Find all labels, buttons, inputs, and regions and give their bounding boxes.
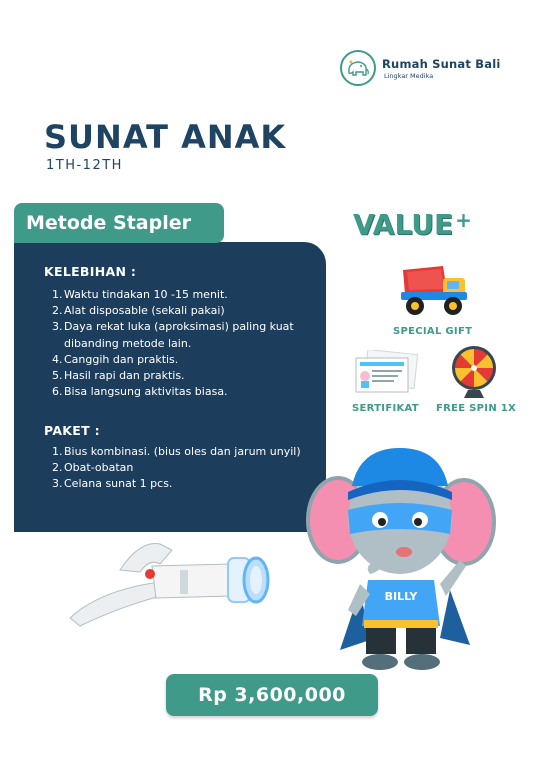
brand-sub: Lingkar Medika — [384, 71, 434, 80]
elephant-mascot-image — [300, 440, 500, 680]
page-title: SUNAT ANAK — [44, 118, 287, 156]
method-badge — [14, 203, 224, 243]
free-spin-label: FREE SPIN 1X — [436, 403, 517, 414]
list-item: 4. Canggih dan praktis. — [52, 352, 179, 366]
value-plus-heading — [353, 208, 472, 241]
value-label: VALUE — [353, 208, 454, 241]
brand-logo — [340, 48, 520, 88]
special-gift-label: SPECIAL GIFT — [393, 326, 473, 337]
list-item: 3. Celana sunat 1 pcs. — [52, 477, 173, 491]
kelebihan-heading: KELEBIHAN : — [44, 264, 137, 279]
method-label: Metode Stapler — [26, 212, 191, 234]
certificate-label: SERTIFIKAT — [352, 403, 419, 414]
prize-wheel-icon — [448, 344, 500, 400]
list-item: 2. Obat-obatan — [52, 461, 134, 475]
list-item-continuation: dibanding metode lain. — [64, 336, 192, 350]
age-range: 1TH-12TH — [46, 158, 123, 173]
elephant-logo-icon — [340, 50, 376, 86]
kelebihan-list — [52, 287, 294, 400]
list-item: 5. Hasil rapi dan praktis. — [52, 369, 185, 383]
brand-name: Rumah Sunat Bali — [382, 56, 501, 71]
stapler-device-image — [60, 530, 280, 630]
mascot-name-label: BILLY — [384, 590, 418, 603]
price-badge — [166, 674, 378, 716]
paket-heading: PAKET : — [44, 423, 100, 438]
price-label: Rp 3,600,000 — [198, 684, 346, 706]
list-item: 3. Daya rekat luka (aproksimasi) paling kuat — [52, 320, 294, 334]
list-item: 6. Bisa langsung aktivitas biasa. — [52, 385, 228, 399]
certificate-icon — [352, 350, 420, 396]
paket-list — [52, 444, 301, 493]
list-item: 2. Alat disposable (sekali pakai) — [52, 304, 225, 318]
value-plus-sign: + — [455, 208, 472, 232]
list-item: 1. Bius kombinasi. (bius oles dan jarum unyil) — [52, 445, 301, 458]
list-item: 1. Waktu tindakan 10 -15 menit. — [52, 288, 228, 301]
toy-truck-icon — [397, 262, 475, 320]
